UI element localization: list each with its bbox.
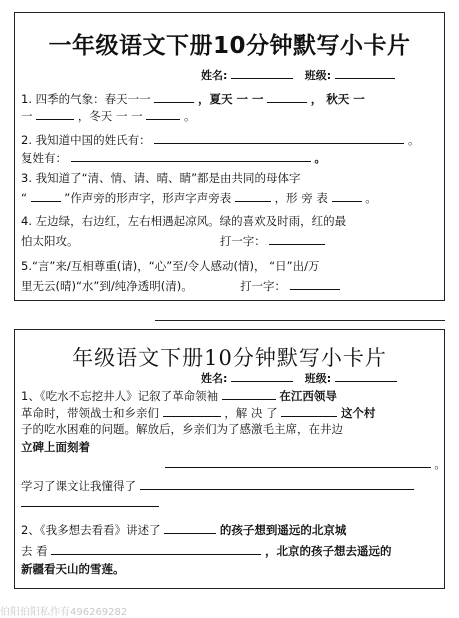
- card2-student-info: [201, 370, 397, 386]
- q2-text-surnames: 2. 我知道中国的姓氏有：: [21, 133, 151, 147]
- question-5-line-1: [21, 259, 438, 273]
- p1-text-village: 这个村: [340, 406, 376, 420]
- p1-text-leader: 1、《吃水不忘挖井人》记叙了革命领袖: [21, 389, 219, 403]
- q2-blank-surnames[interactable]: [154, 132, 404, 144]
- q1-blank-spring[interactable]: [154, 91, 194, 103]
- q2-text-compound-end: 。: [314, 151, 326, 165]
- class-blank[interactable]: [335, 370, 397, 382]
- question-2-line-1: [21, 132, 438, 147]
- p1-blank-learned-cont[interactable]: [21, 495, 159, 507]
- passage-1-line-5: [21, 456, 446, 471]
- p2-text-beijing-child: ，北京的孩子想去遥远的: [264, 544, 392, 558]
- p2-text-xinjiang: 新疆看天山的雪莲。: [21, 562, 125, 576]
- passage-2-line-2: [21, 543, 438, 558]
- p2-text-story: 2、《我多想去看看》讲述了: [21, 523, 161, 537]
- p1-text-end: 。: [434, 457, 446, 471]
- q1-blank-summer[interactable]: [267, 91, 307, 103]
- q1-blank-autumn[interactable]: [36, 108, 74, 120]
- q3-text-end: 。: [365, 191, 377, 205]
- q3-text-sound: ”作声旁的形声字，形声字声旁表: [64, 191, 232, 205]
- question-1-line-1: [21, 91, 438, 106]
- p1-blank-problem[interactable]: [281, 405, 337, 417]
- p1-text-solve: ，解 决 了: [224, 406, 278, 420]
- p1-blank-leader[interactable]: [222, 388, 276, 400]
- q4-text-answer-label: 打一字：: [219, 234, 266, 248]
- question-4-line-2: [21, 233, 438, 248]
- p2-blank-see[interactable]: [51, 543, 261, 555]
- p1-text-jiangxi: 在江西领导: [279, 389, 337, 403]
- q3-blank-root[interactable]: [31, 190, 61, 202]
- q5-text-answer-label: 打一字：: [240, 279, 287, 293]
- passage-2-line-3: [21, 562, 438, 576]
- q5-text-riddle: 5.“言”来/互相尊重(请)，“心”至/令人感动(情)， “日”出/万: [21, 259, 320, 273]
- class-label: 班级:: [304, 69, 332, 82]
- name-label: 姓名:: [201, 372, 228, 385]
- p1-text-stele: 立碑上面刻着: [21, 440, 90, 454]
- passage-1-line-2: [21, 405, 438, 420]
- q5-blank-answer[interactable]: [290, 278, 340, 290]
- q2-text-compound: 复姓有：: [21, 151, 67, 165]
- p1-text-after: 子的吃水困难的问题。解放后，乡亲们为了感激毛主席，在井边: [21, 422, 343, 436]
- passage-1-line-6: [21, 478, 438, 493]
- card1-title: 一年级语文下册10分钟默写小卡片: [48, 33, 411, 59]
- question-2-line-2: [21, 150, 438, 165]
- q3-blank-sound[interactable]: [235, 190, 271, 202]
- p1-blank-inscription[interactable]: [165, 456, 431, 468]
- q2-blank-compound[interactable]: [71, 150, 311, 162]
- question-3-line-2: [21, 190, 438, 205]
- q1-text-dash: 一: [21, 109, 33, 123]
- card2-title: 年级语文下册10分钟默写小卡片: [72, 346, 387, 370]
- watermark-text: 伯阳伯阳私作有496269282: [0, 607, 128, 618]
- p1-blank-action[interactable]: [163, 405, 221, 417]
- class-label: 班级:: [304, 372, 332, 385]
- card2-top-border-line: [155, 320, 445, 321]
- q4-text-riddle-end: 怕太阳攻。: [21, 234, 79, 248]
- p2-blank-child[interactable]: [164, 522, 216, 534]
- question-3-line-1: [21, 171, 438, 185]
- q3-blank-form[interactable]: [332, 190, 362, 202]
- q4-blank-answer[interactable]: [269, 233, 325, 245]
- name-blank[interactable]: [231, 370, 293, 382]
- q4-text-riddle: 4. 左边绿，右边红，左右相遇起凉风。绿的喜欢及时雨，红的最: [21, 214, 347, 228]
- p1-blank-learned[interactable]: [140, 478, 414, 490]
- question-4-line-1: [21, 214, 438, 228]
- dictation-card-1: [14, 12, 445, 301]
- q1-text-spring: 1. 四季的气象：春天一一: [21, 92, 151, 106]
- passage-1-line-3: [21, 422, 438, 436]
- passage-1-line-1: [21, 388, 438, 403]
- passage-1-line-7: [21, 495, 438, 510]
- q5-text-riddle-end: 里无云(晴)“水”到/纯净透明(清)。: [21, 279, 193, 293]
- question-1-line-2: [21, 108, 438, 123]
- class-blank[interactable]: [335, 67, 395, 79]
- q2-text-end: 。: [407, 133, 420, 147]
- q1-blank-winter[interactable]: [146, 108, 180, 120]
- q3-text-quote-open: “: [21, 191, 27, 205]
- q3-text-form: ，形 旁 表: [274, 191, 328, 205]
- p2-text-beijing: 的孩子想到遥远的北京城: [219, 523, 347, 537]
- name-blank[interactable]: [231, 67, 293, 79]
- passage-1-line-4: [21, 440, 438, 454]
- dictation-card-2: [14, 329, 445, 589]
- p1-text-learned: 学习了课文让我懂得了: [21, 479, 136, 493]
- passage-2-line-1: [21, 522, 438, 537]
- q3-text-intro: 3. 我知道了“清、情、请、晴、睛”都是由共同的母体字: [21, 171, 301, 185]
- question-5-line-2: [21, 278, 438, 293]
- p1-text-villagers: 革命时，带领战士和乡亲们: [21, 406, 159, 420]
- q1-text-summer: ，夏天 一 一: [197, 92, 264, 106]
- q1-text-winter: ，冬天 一 一: [77, 109, 143, 123]
- q1-text-end: 。: [183, 109, 196, 123]
- p2-text-see: 去 看: [21, 544, 48, 558]
- q1-text-autumn: ， 秋天 一: [310, 92, 365, 106]
- card1-student-info: [201, 67, 395, 83]
- name-label: 姓名:: [201, 69, 228, 82]
